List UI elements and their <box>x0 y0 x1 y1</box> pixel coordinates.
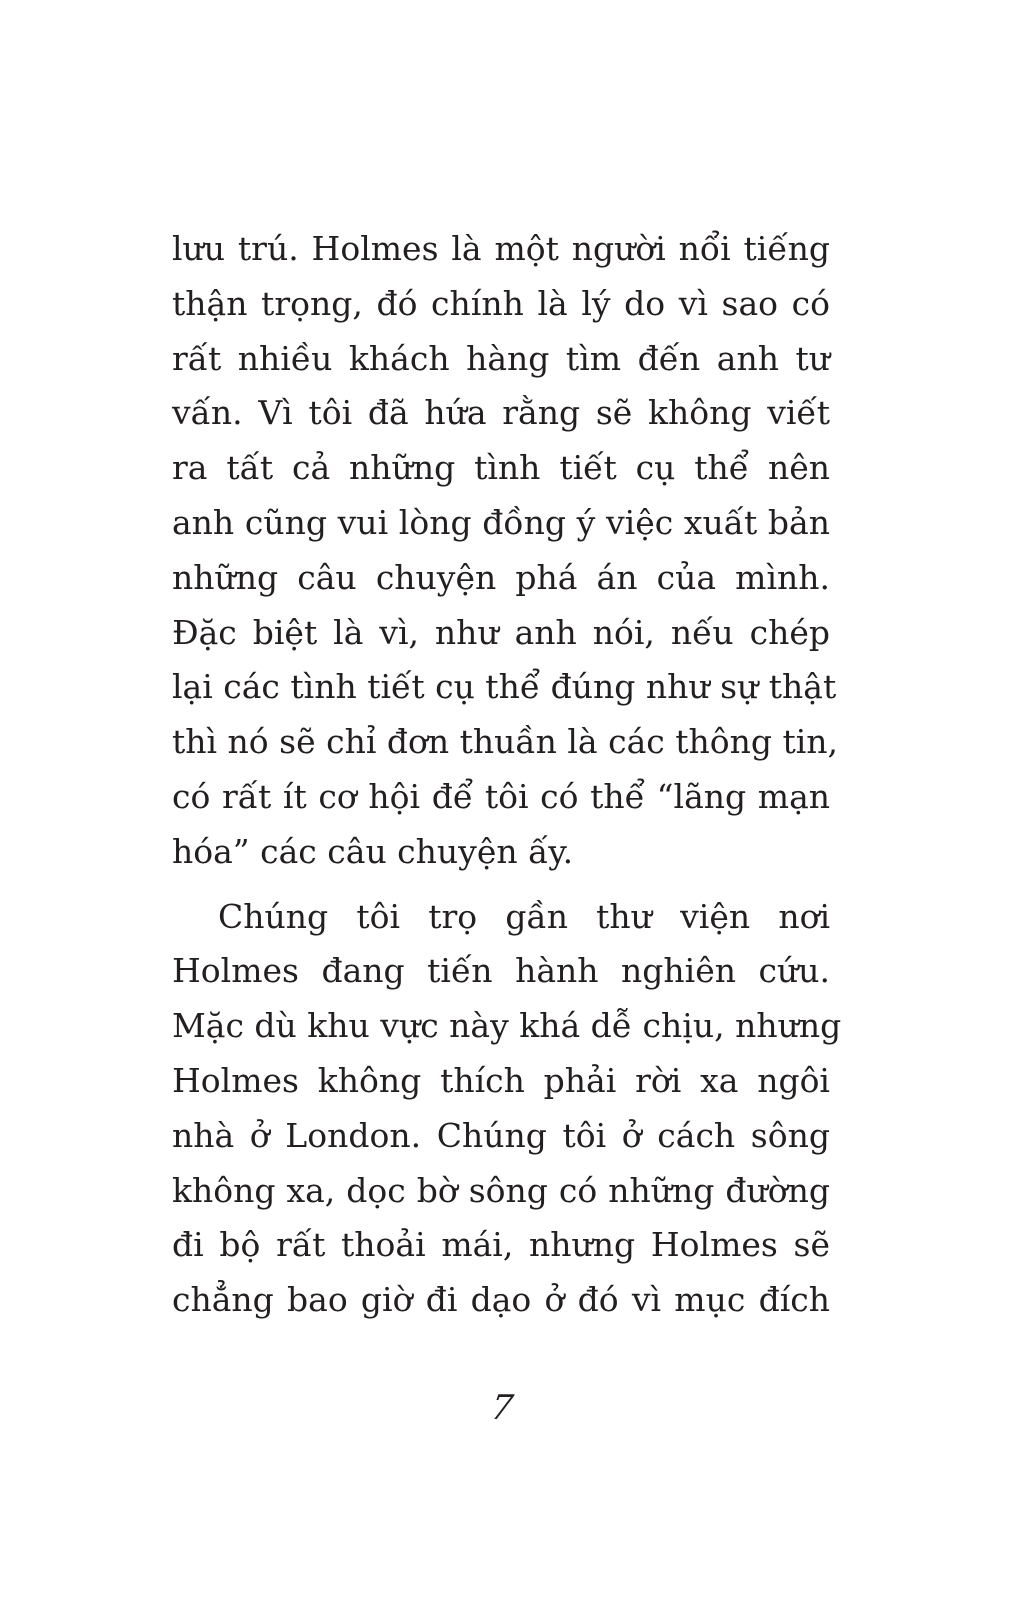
text-line: không xa, dọc bờ sông có những đường <box>172 1170 830 1210</box>
text-line: nhà ở London. Chúng tôi ở cách sông <box>172 1115 830 1155</box>
text-line: anh cũng vui lòng đồng ý việc xuất bản <box>172 502 830 542</box>
text-line: vấn. Vì tôi đã hứa rằng sẽ không viết <box>172 393 830 433</box>
text-line: lưu trú. Holmes là một người nổi tiếng <box>172 229 830 268</box>
page-number: 7 <box>488 1388 516 1428</box>
paragraph-2 <box>172 890 842 1328</box>
text-line: hóa” các câu chuyện ấy. <box>172 831 574 871</box>
text-line: Mặc dù khu vực này khá dễ chịu, nhưng <box>172 1006 842 1046</box>
text-line: rất nhiều khách hàng tìm đến anh tư <box>172 338 830 378</box>
body-text <box>172 222 842 1328</box>
text-line: Đặc biệt là vì, như anh nói, nếu chép <box>172 612 830 652</box>
text-line: Holmes không thích phải rời xa ngôi <box>172 1060 830 1100</box>
text-line: Chúng tôi trọ gần thư viện nơi <box>218 896 830 936</box>
paragraph-spacer <box>172 880 830 890</box>
text-line: có rất ít cơ hội để tôi có thể “lãng mạn <box>172 776 830 816</box>
text-line: chẳng bao giờ đi dạo ở đó vì mục đích <box>172 1280 830 1320</box>
text-line: đi bộ rất thoải mái, nhưng Holmes sẽ <box>172 1225 830 1265</box>
text-line: ra tất cả những tình tiết cụ thể nên <box>172 448 830 488</box>
text-line: Holmes đang tiến hành nghiên cứu. <box>172 951 830 991</box>
text-line: thận trọng, đó chính là lý do vì sao có <box>172 283 830 323</box>
text-line: những câu chuyện phá án của mình. <box>172 557 830 597</box>
text-line: lại các tình tiết cụ thể đúng như sự thật <box>172 667 837 707</box>
text-line: thì nó sẽ chỉ đơn thuần là các thông tin, <box>172 722 839 762</box>
paragraph-1 <box>172 222 839 880</box>
